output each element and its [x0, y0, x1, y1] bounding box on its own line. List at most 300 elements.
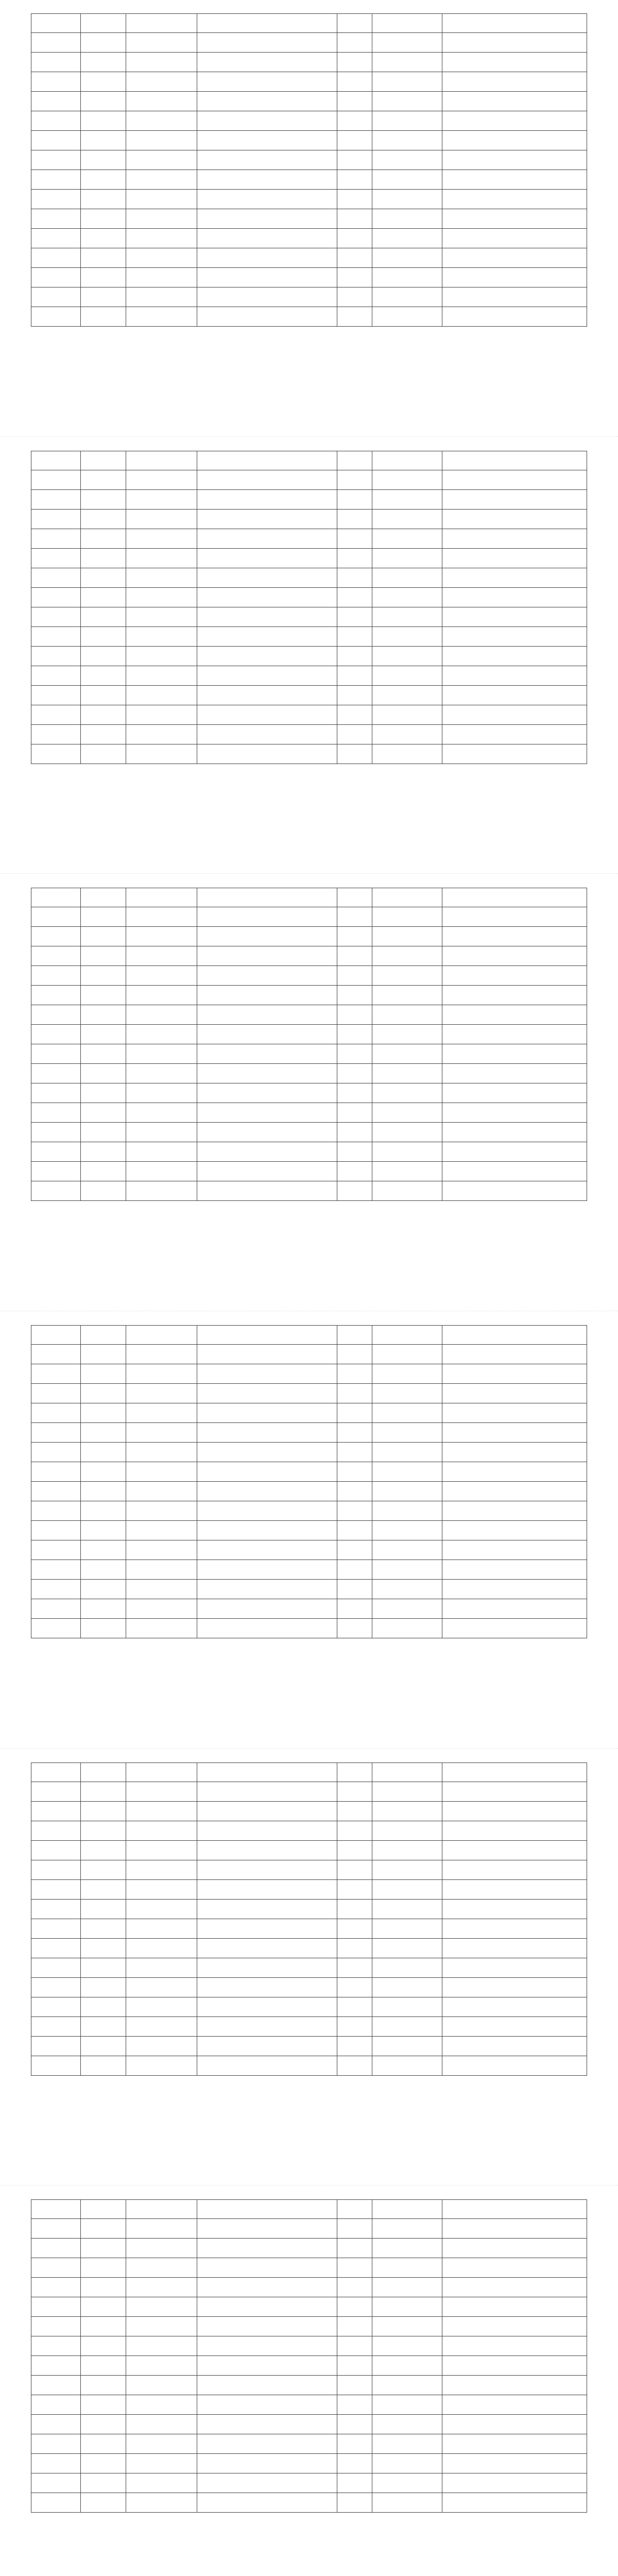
table-cell	[80, 1403, 126, 1422]
table-row	[31, 2239, 587, 2258]
table-cell	[126, 1841, 197, 1860]
table-row	[31, 529, 587, 549]
table-cell	[372, 927, 442, 946]
table-cell	[337, 2376, 372, 2395]
table-cell	[126, 705, 197, 724]
table-cell	[372, 470, 442, 489]
table-cell	[126, 1919, 197, 1938]
table-row	[31, 209, 587, 229]
table-row	[31, 744, 587, 764]
table-cell	[197, 1860, 337, 1879]
table-cell	[372, 229, 442, 248]
table-row	[31, 2258, 587, 2278]
table-cell	[31, 647, 80, 666]
table-cell	[31, 1782, 80, 1801]
table-cell	[442, 966, 587, 985]
table-row	[31, 2017, 587, 2037]
table-cell	[126, 2473, 197, 2493]
table-cell	[337, 1083, 372, 1103]
table-cell	[197, 588, 337, 607]
table-cell	[372, 92, 442, 111]
table-cell	[80, 33, 126, 52]
table-cell	[80, 744, 126, 764]
table-cell	[197, 1482, 337, 1501]
table-cell	[337, 1958, 372, 1977]
table-cell	[337, 1103, 372, 1122]
table-cell	[372, 2017, 442, 2036]
table-cell	[372, 2356, 442, 2375]
table-cell	[372, 53, 442, 72]
table-row	[31, 627, 587, 647]
table-cell	[126, 1181, 197, 1200]
table-cell	[372, 1560, 442, 1579]
table-cell	[442, 627, 587, 646]
table-cell	[197, 209, 337, 228]
table-cell	[197, 2037, 337, 2056]
table-cell	[197, 1619, 337, 1638]
table-cell	[442, 248, 587, 267]
table-cell	[442, 2017, 587, 2036]
table-cell	[126, 72, 197, 91]
table-cell	[31, 1997, 80, 2016]
table-cell	[80, 1123, 126, 1142]
table-cell	[31, 1521, 80, 1540]
table-cell	[80, 170, 126, 189]
table-cell	[372, 2395, 442, 2414]
table-cell	[80, 2493, 126, 2512]
table-row	[31, 451, 587, 470]
table-cell	[197, 1900, 337, 1919]
table-cell	[442, 150, 587, 170]
table-row	[31, 588, 587, 607]
table-cell	[31, 529, 80, 548]
table-row	[31, 1599, 587, 1619]
table-cell	[80, 1782, 126, 1801]
table-cell	[442, 2219, 587, 2238]
table-cell	[31, 1044, 80, 1063]
table-cell	[31, 1025, 80, 1044]
table-cell	[126, 1123, 197, 1142]
table-cell	[337, 1619, 372, 1638]
table-cell	[337, 1443, 372, 1462]
table-cell	[337, 1580, 372, 1599]
table-cell	[372, 529, 442, 548]
table-cell	[372, 986, 442, 1005]
table-cell	[372, 1919, 442, 1938]
table-cell	[442, 2395, 587, 2414]
table-cell	[31, 725, 80, 744]
table-cell	[442, 647, 587, 666]
table-cell	[337, 2454, 372, 2473]
table-cell	[442, 1162, 587, 1181]
table-cell	[126, 1162, 197, 1181]
table-cell	[31, 1763, 80, 1782]
table-cell	[126, 2037, 197, 2056]
table-cell	[337, 1900, 372, 1919]
table-cell	[337, 1181, 372, 1200]
table-cell	[197, 666, 337, 685]
table-cell	[442, 1802, 587, 1821]
table-cell	[80, 1821, 126, 1840]
table-row	[31, 1181, 587, 1201]
table-cell	[442, 1064, 587, 1083]
table-row	[31, 2434, 587, 2454]
table-cell	[126, 1064, 197, 1083]
table-cell	[31, 1958, 80, 1977]
table-cell	[80, 1326, 126, 1344]
table-cell	[126, 607, 197, 626]
table-cell	[442, 705, 587, 724]
table-cell	[337, 907, 372, 926]
table-cell	[372, 2258, 442, 2277]
table-cell	[31, 2219, 80, 2238]
table-cell	[337, 927, 372, 946]
table-cell	[80, 607, 126, 626]
table-cell	[80, 907, 126, 926]
table-cell	[197, 307, 337, 326]
table-cell	[197, 2415, 337, 2434]
table-cell	[31, 1599, 80, 1618]
table-cell	[80, 2017, 126, 2036]
table-row	[31, 607, 587, 627]
table-cell	[372, 1462, 442, 1481]
table-cell	[372, 1880, 442, 1899]
table-cell	[442, 1345, 587, 1364]
table-cell	[126, 1403, 197, 1422]
table-cell	[372, 170, 442, 189]
table-cell	[372, 2239, 442, 2258]
table-cell	[197, 111, 337, 130]
table-cell	[80, 1364, 126, 1383]
table-cell	[197, 927, 337, 946]
table-cell	[337, 1364, 372, 1383]
table-cell	[80, 2454, 126, 2473]
table-cell	[197, 1599, 337, 1618]
table-row	[31, 2493, 587, 2513]
table-cell	[197, 2258, 337, 2277]
table-cell	[197, 14, 337, 32]
table-cell	[372, 607, 442, 626]
table-cell	[372, 2415, 442, 2434]
table-cell	[80, 307, 126, 326]
table-cell	[31, 1443, 80, 1462]
table-cell	[442, 1462, 587, 1481]
table-cell	[31, 2434, 80, 2453]
table-cell	[337, 1384, 372, 1403]
table-cell	[442, 92, 587, 111]
table-cell	[126, 2297, 197, 2316]
table-cell	[372, 2278, 442, 2297]
table-cell	[337, 53, 372, 72]
table-cell	[197, 744, 337, 764]
table-row	[31, 568, 587, 588]
table-cell	[126, 986, 197, 1005]
table-cell	[337, 1880, 372, 1899]
table-cell	[31, 1083, 80, 1103]
table-cell	[80, 248, 126, 267]
table-cell	[197, 2017, 337, 2036]
table-cell	[337, 1326, 372, 1344]
table-cell	[126, 268, 197, 287]
table-cell	[337, 92, 372, 111]
table-cell	[126, 1821, 197, 1840]
table-cell	[126, 1540, 197, 1560]
table-cell	[126, 1997, 197, 2016]
table-row	[31, 2297, 587, 2317]
table-cell	[337, 2278, 372, 2297]
table-cell	[80, 568, 126, 587]
table-cell	[372, 1841, 442, 1860]
table-cell	[126, 2336, 197, 2355]
table-row	[31, 2454, 587, 2473]
table-cell	[80, 268, 126, 287]
table-cell	[126, 1501, 197, 1520]
table-cell	[80, 1384, 126, 1403]
table-cell	[372, 1997, 442, 2016]
table-cell	[80, 1802, 126, 1821]
table-cell	[442, 1782, 587, 1801]
table-cell	[442, 1560, 587, 1579]
table-cell	[442, 287, 587, 307]
table-cell	[80, 1462, 126, 1481]
table-row	[31, 725, 587, 744]
table-cell	[337, 1044, 372, 1063]
table-cell	[372, 1005, 442, 1024]
table-cell	[372, 647, 442, 666]
table-cell	[372, 2454, 442, 2473]
table-cell	[197, 2434, 337, 2453]
table-cell	[337, 2317, 372, 2336]
table-cell	[31, 170, 80, 189]
table-row	[31, 1880, 587, 1900]
table-row	[31, 1619, 587, 1638]
table-cell	[126, 92, 197, 111]
table-cell	[372, 1939, 442, 1958]
table-cell	[31, 666, 80, 685]
table-row	[31, 2336, 587, 2356]
table-cell	[372, 1443, 442, 1462]
table-row	[31, 92, 587, 111]
table-cell	[372, 1103, 442, 1122]
table-cell	[31, 588, 80, 607]
table-cell	[372, 307, 442, 326]
table-cell	[372, 1123, 442, 1142]
table-row	[31, 1462, 587, 1482]
table-cell	[442, 1501, 587, 1520]
table-cell	[197, 1123, 337, 1142]
table-cell	[372, 568, 442, 587]
table-cell	[442, 549, 587, 568]
table-cell	[31, 1181, 80, 1200]
table-cell	[126, 2317, 197, 2336]
table-cell	[31, 1162, 80, 1181]
table-cell	[31, 627, 80, 646]
table-cell	[372, 907, 442, 926]
table-cell	[372, 1384, 442, 1403]
table-cell	[197, 2239, 337, 2258]
table-cell	[31, 111, 80, 130]
table-cell	[197, 1462, 337, 1481]
table-cell	[126, 1782, 197, 1801]
table-cell	[126, 1443, 197, 1462]
table-cell	[337, 190, 372, 209]
table-cell	[126, 490, 197, 509]
table-row	[31, 907, 587, 927]
table-cell	[337, 490, 372, 509]
table-cell	[31, 1880, 80, 1899]
table-cell	[80, 2376, 126, 2395]
table-cell	[80, 53, 126, 72]
table-cell	[80, 946, 126, 965]
table-cell	[372, 1025, 442, 1044]
table-cell	[31, 307, 80, 326]
table-cell	[31, 209, 80, 228]
table-cell	[126, 1860, 197, 1879]
table-cell	[372, 150, 442, 170]
table-cell	[31, 92, 80, 111]
table-cell	[197, 1364, 337, 1383]
table-cell	[31, 1860, 80, 1879]
table-cell	[197, 1025, 337, 1044]
table-cell	[442, 1482, 587, 1501]
table-row	[31, 946, 587, 966]
table-cell	[197, 2056, 337, 2075]
table-cell	[442, 2493, 587, 2512]
table-cell	[80, 1064, 126, 1083]
table-cell	[197, 2297, 337, 2316]
table-cell	[80, 725, 126, 744]
table-cell	[197, 248, 337, 267]
table-cell	[337, 549, 372, 568]
table-cell	[197, 888, 337, 907]
table-cell	[80, 1423, 126, 1442]
table-cell	[80, 1142, 126, 1161]
table-cell	[126, 2278, 197, 2297]
table-row	[31, 986, 587, 1005]
table-row	[31, 2219, 587, 2239]
table-row	[31, 229, 587, 248]
table-cell	[126, 1364, 197, 1383]
table-cell	[442, 2278, 587, 2297]
table-cell	[126, 1142, 197, 1161]
table-cell	[31, 2493, 80, 2512]
table-cell	[126, 1900, 197, 1919]
table-row	[31, 1540, 587, 1560]
table-cell	[126, 1580, 197, 1599]
table-cell	[197, 1142, 337, 1161]
table-cell	[31, 2200, 80, 2218]
table-cell	[31, 2336, 80, 2355]
table-row	[31, 1841, 587, 1860]
table-cell	[442, 1123, 587, 1142]
table-cell	[337, 966, 372, 985]
table-cell	[80, 1521, 126, 1540]
table-cell	[31, 1482, 80, 1501]
table-cell	[337, 307, 372, 326]
table-row	[31, 2199, 587, 2219]
table-cell	[442, 1005, 587, 1024]
table-cell	[126, 111, 197, 130]
table-cell	[197, 1501, 337, 1520]
table-cell	[126, 549, 197, 568]
table-cell	[126, 2376, 197, 2395]
table-cell	[197, 627, 337, 646]
table-cell	[80, 1025, 126, 1044]
table-cell	[126, 510, 197, 529]
table-cell	[31, 607, 80, 626]
table-cell	[126, 2200, 197, 2218]
table-cell	[337, 1782, 372, 1801]
table-cell	[197, 150, 337, 170]
table-cell	[197, 490, 337, 509]
table-cell	[442, 1044, 587, 1063]
table-cell	[197, 1064, 337, 1083]
table-cell	[197, 1997, 337, 2016]
table-row	[31, 131, 587, 150]
table-cell	[197, 1423, 337, 1442]
table-row	[31, 1005, 587, 1025]
table-cell	[126, 1560, 197, 1579]
table-cell	[372, 287, 442, 307]
table-cell	[372, 2297, 442, 2316]
table-cell	[31, 2454, 80, 2473]
table-cell	[337, 686, 372, 705]
table-cell	[372, 1521, 442, 1540]
table-cell	[442, 2454, 587, 2473]
table-cell	[197, 53, 337, 72]
table-cell	[372, 1860, 442, 1879]
table-cell	[80, 14, 126, 32]
table-cell	[126, 2454, 197, 2473]
table-cell	[442, 72, 587, 91]
table-cell	[337, 131, 372, 150]
table-cell	[80, 2297, 126, 2316]
table-cell	[197, 2454, 337, 2473]
table-cell	[442, 1939, 587, 1958]
table-cell	[80, 705, 126, 724]
table-cell	[80, 2239, 126, 2258]
table-cell	[80, 1841, 126, 1860]
table-cell	[197, 2219, 337, 2238]
table-cell	[337, 1521, 372, 1540]
table-row	[31, 888, 587, 907]
table-cell	[372, 744, 442, 764]
table-cell	[197, 1005, 337, 1024]
table-cell	[126, 1423, 197, 1442]
table-cell	[337, 568, 372, 587]
table-cell	[442, 1403, 587, 1422]
table-cell	[372, 2037, 442, 2056]
table-row	[31, 1782, 587, 1802]
table-cell	[337, 1599, 372, 1618]
table-cell	[126, 1083, 197, 1103]
table-row	[31, 111, 587, 131]
table-cell	[31, 2473, 80, 2493]
table-cell	[442, 529, 587, 548]
table-cell	[31, 1123, 80, 1142]
table-cell	[442, 2239, 587, 2258]
table-cell	[442, 307, 587, 326]
table-cell	[126, 627, 197, 646]
table-cell	[31, 470, 80, 489]
table-cell	[337, 946, 372, 965]
table-cell	[337, 287, 372, 307]
table-cell	[80, 2200, 126, 2218]
table-cell	[442, 1880, 587, 1899]
table-cell	[31, 2258, 80, 2277]
table-cell	[126, 725, 197, 744]
table-cell	[197, 2493, 337, 2512]
